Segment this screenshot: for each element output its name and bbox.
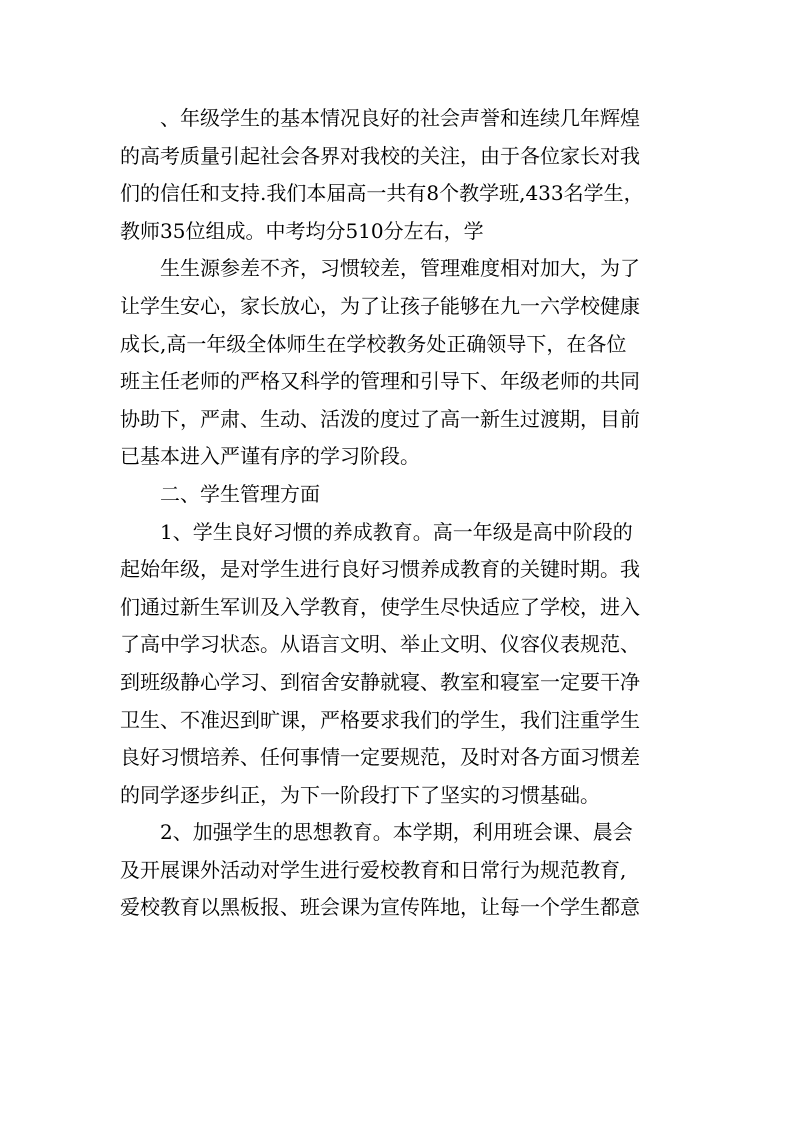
text-line: 2、加强学生的思想教育。本学期，利用班会课、晨会 [120, 820, 633, 845]
text-line: 起始年级，是对学生进行良好习惯养成教育的关键时期。我 [120, 557, 640, 582]
text-line: 班主任老师的严格又科学的管理和引导下、年级老师的共同 [120, 369, 640, 394]
text-line: 良好习惯培养、任何事情一定要规范，及时对各方面习惯差 [120, 745, 640, 770]
text-line: 爱校教育以黑板报、班会课为宣传阵地，让每一个学生都意 [120, 895, 640, 920]
text-line: 、年级学生的基本情况良好的社会声誉和连续几年辉煌 [120, 106, 640, 130]
text-line: 的高考质量引起社会各界对我校的关注，由于各位家长对我 [120, 143, 640, 168]
text-line: 成长,高一年级全体师生在学校教务处正确领导下，在各位 [120, 331, 627, 356]
text-line: 们的信任和支持.我们本届高一共有8个教学班,433名学生， [120, 181, 644, 206]
text-line: 们通过新生军训及入学教育，使学生尽快适应了学校，进入 [120, 594, 640, 619]
body-text [120, 100, 690, 927]
text-line: 协助下，严肃、生动、活泼的度过了高一新生过渡期，目前 [120, 406, 640, 431]
text-line: 已基本进入严谨有序的学习阶段。 [120, 444, 420, 469]
text-line: 的同学逐步纠正，为下一阶段打下了坚实的习惯基础。 [120, 782, 600, 807]
text-line: 1、学生良好习惯的养成教育。高一年级是高中阶段的 [120, 519, 633, 544]
text-line: 到班级静心学习、到宿舍安静就寝、教室和寝室一定要干净 [120, 669, 640, 694]
text-line: 教师35位组成。中考均分510分左右，学 [120, 218, 484, 243]
text-line: 了高中学习状态。从语言文明、举止文明、仪容仪表规范、 [120, 632, 640, 657]
text-line: 卫生、不准迟到旷课，严格要求我们的学生，我们注重学生 [120, 707, 640, 732]
section-heading: 二、学生管理方面 [120, 481, 320, 506]
text-line: 生生源参差不齐，习惯较差，管理难度相对加大，为了 [120, 256, 640, 281]
text-line: 让学生安心，家长放心，为了让孩子能够在九一六学校健康 [120, 293, 640, 318]
text-line: 及开展课外活动对学生进行爱校教育和日常行为规范教育, [120, 857, 627, 882]
